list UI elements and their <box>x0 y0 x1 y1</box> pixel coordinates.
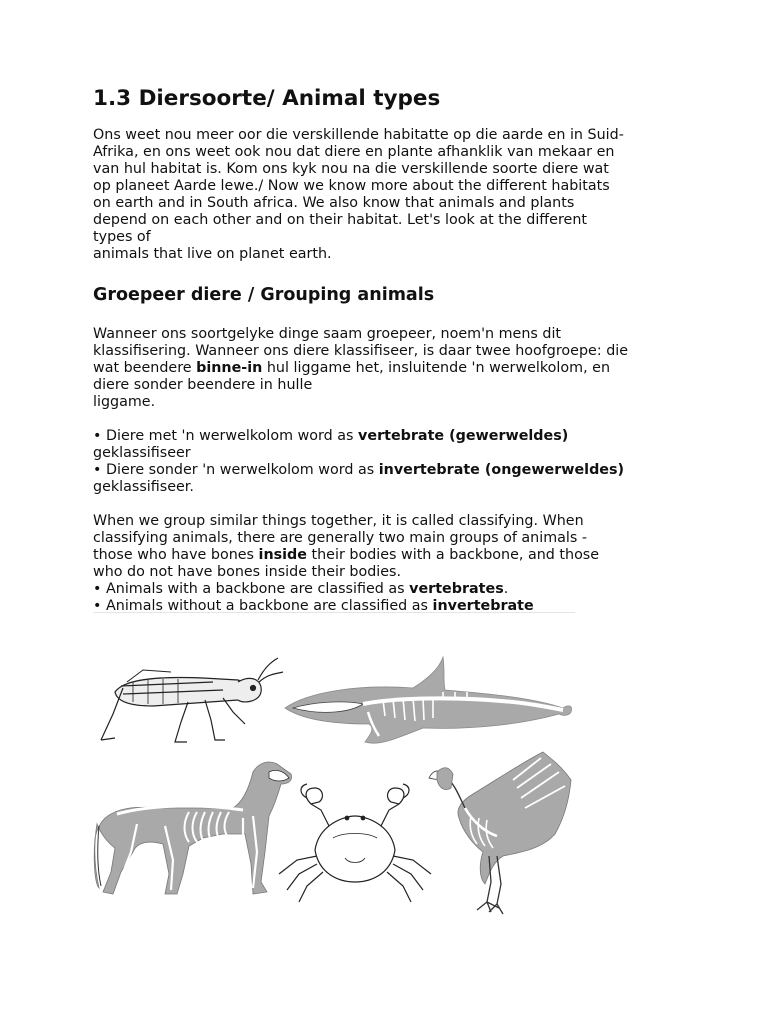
intro-line: op planeet Aarde lewe./ Now we know more about the different habitats <box>93 178 610 194</box>
page-title: 1.3 Diersoorte/ Animal types <box>93 86 441 111</box>
intro-line: animals that live on planet earth. <box>93 246 332 262</box>
en-line: classifying animals, there are generally two main groups of animals - <box>93 530 588 546</box>
intro-line: Ons weet nou meer oor die verskillende habitatte op die aarde en in Suid- <box>93 127 624 143</box>
grasshopper-icon <box>101 658 283 742</box>
dog-skeleton-icon <box>94 762 291 894</box>
section-heading: Groepeer diere / Grouping animals <box>93 285 435 305</box>
emphasis: invertebrate <box>432 598 534 614</box>
bullet-text: • Animals without a backbone are classified as <box>93 598 433 614</box>
emphasis: binne-in <box>196 360 263 376</box>
intro-line: depend on each other and on their habitat. Let's look at the different <box>93 212 587 228</box>
af-line: hul liggame het, insluitende 'n werwelkolom, en <box>262 360 611 376</box>
bullet-text: • Diere met 'n werwelkolom word as <box>93 428 359 444</box>
crab-icon <box>279 784 431 902</box>
en-line: their bodies with a backbone, and those <box>306 547 600 563</box>
animal-types-figure <box>93 612 575 928</box>
intro-line: on earth and in South africa. We also know that animals and plants <box>93 195 575 211</box>
english-paragraph <box>93 513 683 615</box>
emphasis: vertebrate (gewerweldes) <box>358 428 569 444</box>
bird-skeleton-icon <box>429 752 571 914</box>
afrikaans-bullet-list <box>93 428 683 496</box>
af-line: liggame. <box>93 394 156 410</box>
af-line: klassifisering. Wanneer ons diere klassifiseer, is daar twee hoofgroepe: die <box>93 343 629 359</box>
bullet-text: . <box>503 581 509 597</box>
document-page <box>93 82 683 615</box>
en-line: When we group similar things together, it is called classifying. When <box>93 513 584 529</box>
emphasis: inside <box>258 547 307 563</box>
af-line: diere sonder beendere in hulle <box>93 377 313 393</box>
bullet-text: geklassifiseer. <box>93 479 194 495</box>
bullet-text: • Animals with a backbone are classified as <box>93 581 410 597</box>
bullet-text: geklassifiseer <box>93 445 191 461</box>
intro-line: van hul habitat is. Kom ons kyk nou na die verskillende soorte diere wat <box>93 161 609 177</box>
emphasis: invertebrate (ongewerweldes) <box>378 462 625 478</box>
af-line: Wanneer ons soortgelyke dinge saam groepeer, noem'n mens dit <box>93 326 562 342</box>
afrikaans-paragraph <box>93 326 683 411</box>
intro-line: Afrika, en ons weet ook nou dat diere en plante afhanklik van mekaar en <box>93 144 615 160</box>
bullet-text: • Diere sonder 'n werwelkolom word as <box>93 462 379 478</box>
en-line: those who have bones <box>93 547 259 563</box>
af-line: wat beendere <box>93 360 197 376</box>
dolphin-skeleton-icon <box>285 657 572 743</box>
en-line: who do not have bones inside their bodies. <box>93 564 402 580</box>
intro-line: types of <box>93 229 151 245</box>
emphasis: vertebrates <box>409 581 504 597</box>
intro-paragraph <box>93 127 683 263</box>
